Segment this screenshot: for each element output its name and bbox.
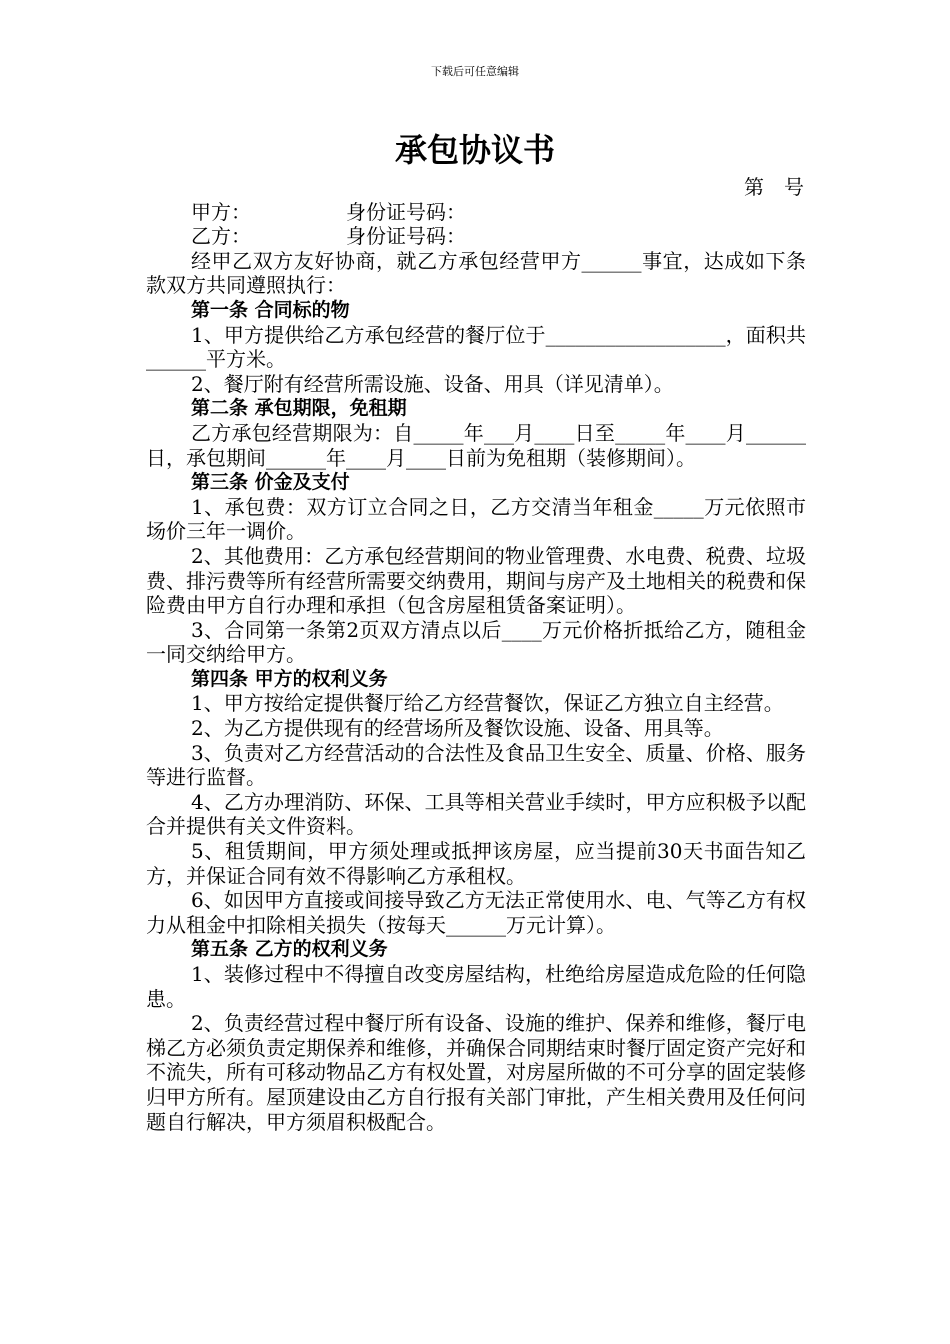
party-b-id-label: 身份证号码： — [346, 224, 466, 249]
page-title: 承包协议书 — [394, 131, 555, 169]
section-5-clause-2: 2、负责经营过程中餐厅所有设备、设施的维护、保养和维修，餐厅电梯乙方必须负责定期保养和维修，并确保合同期结束时餐厅固定资产完好和不流失，所有可移动物品乙方有权处置，对房屋所做的不可分享的固定装修归甲方所有。屋顶建设由乙方自行报有关部门审批，产生相关费用及任何问题自行解决，甲方须眉积极配合。 — [146, 1011, 806, 1134]
party-a-line — [146, 200, 806, 225]
section-4-clause-3: 3、负责对乙方经营活动的合法性及食品卫生安全、质量、价格、服务等进行监督。 — [146, 740, 806, 790]
section-5-clause-1: 1、装修过程中不得擅自改变房屋结构，杜绝给房屋造成危险的任何隐患。 — [146, 962, 806, 1011]
party-b-label: 乙方： — [191, 224, 251, 249]
party-b-line — [146, 224, 806, 249]
section-4-heading: 第四条 甲方的权利义务 — [191, 667, 388, 690]
section-4-clause-4: 4、乙方办理消防、环保、工具等相关营业手续时，甲方应积极予以配合并提供有关文件资料。 — [146, 789, 806, 839]
section-3-clause-1: 1、承包费：双方订立合同之日，乙方交清当年租金_____万元依照市场价三年一调价。 — [146, 494, 806, 544]
section-1-heading: 第一条 合同标的物 — [191, 298, 350, 321]
doc-number: 第 号 — [744, 175, 804, 199]
section-3-heading: 第三条 价金及支付 — [191, 471, 350, 494]
section-5-heading: 第五条 乙方的权利义务 — [191, 938, 388, 961]
party-a-label: 甲方： — [191, 199, 251, 224]
section-3-clause-2: 2、其他费用：乙方承包经营期间的物业管理费、水电费、税费、垃圾费、排污费等所有经营所需要交纳费用，期间与房产及土地相关的税费和保险费由甲方自行办理和承担（包含房屋租赁备案证明）。 — [146, 543, 806, 618]
party-a-id-label: 身份证号码： — [346, 199, 466, 224]
section-4-clause-5: 5、租赁期间，甲方须处理或抵押该房屋，应当提前30天书面告知乙方，并保证合同有效不得影响乙方承租权。 — [146, 839, 806, 888]
intro-paragraph: 经甲乙双方友好协商，就乙方承包经营甲方______事宜，达成如下条款双方共同遵照执行： — [146, 248, 806, 298]
section-4-clause-2: 2、为乙方提供现有的经营场所及餐饮设施、设备、用具等。 — [191, 716, 724, 741]
section-4-clause-1: 1、甲方按给定提供餐厅给乙方经营餐饮，保证乙方独立自主经营。 — [191, 691, 784, 716]
section-4-clause-6: 6、如因甲方直接或间接导致乙方无法正常使用水、电、气等乙方有权力从租金中扣除相关损失（按每天______万元计算）。 — [146, 888, 806, 937]
section-2-heading: 第二条 承包期限，免租期 — [191, 397, 407, 420]
header-note: 下载后可任意编辑 — [431, 65, 519, 78]
section-3-clause-3: 3、合同第一条第2页双方清点以后____万元价格折抵给乙方，随租金一同交纳给甲方。 — [146, 617, 806, 667]
section-2-clause-1: 乙方承包经营期限为：自_____年___月____日至_____年____月______日，承包期间______年____月____日前为免租期（装修期间）。 — [146, 420, 806, 470]
section-1-clause-2: 2、餐厅附有经营所需设施、设备、用具（详见清单）。 — [191, 371, 674, 396]
section-1-clause-1: 1、甲方提供给乙方承包经营的餐厅位于__________________，面积共______平方米。 — [146, 322, 806, 372]
contract-body — [146, 175, 806, 1134]
